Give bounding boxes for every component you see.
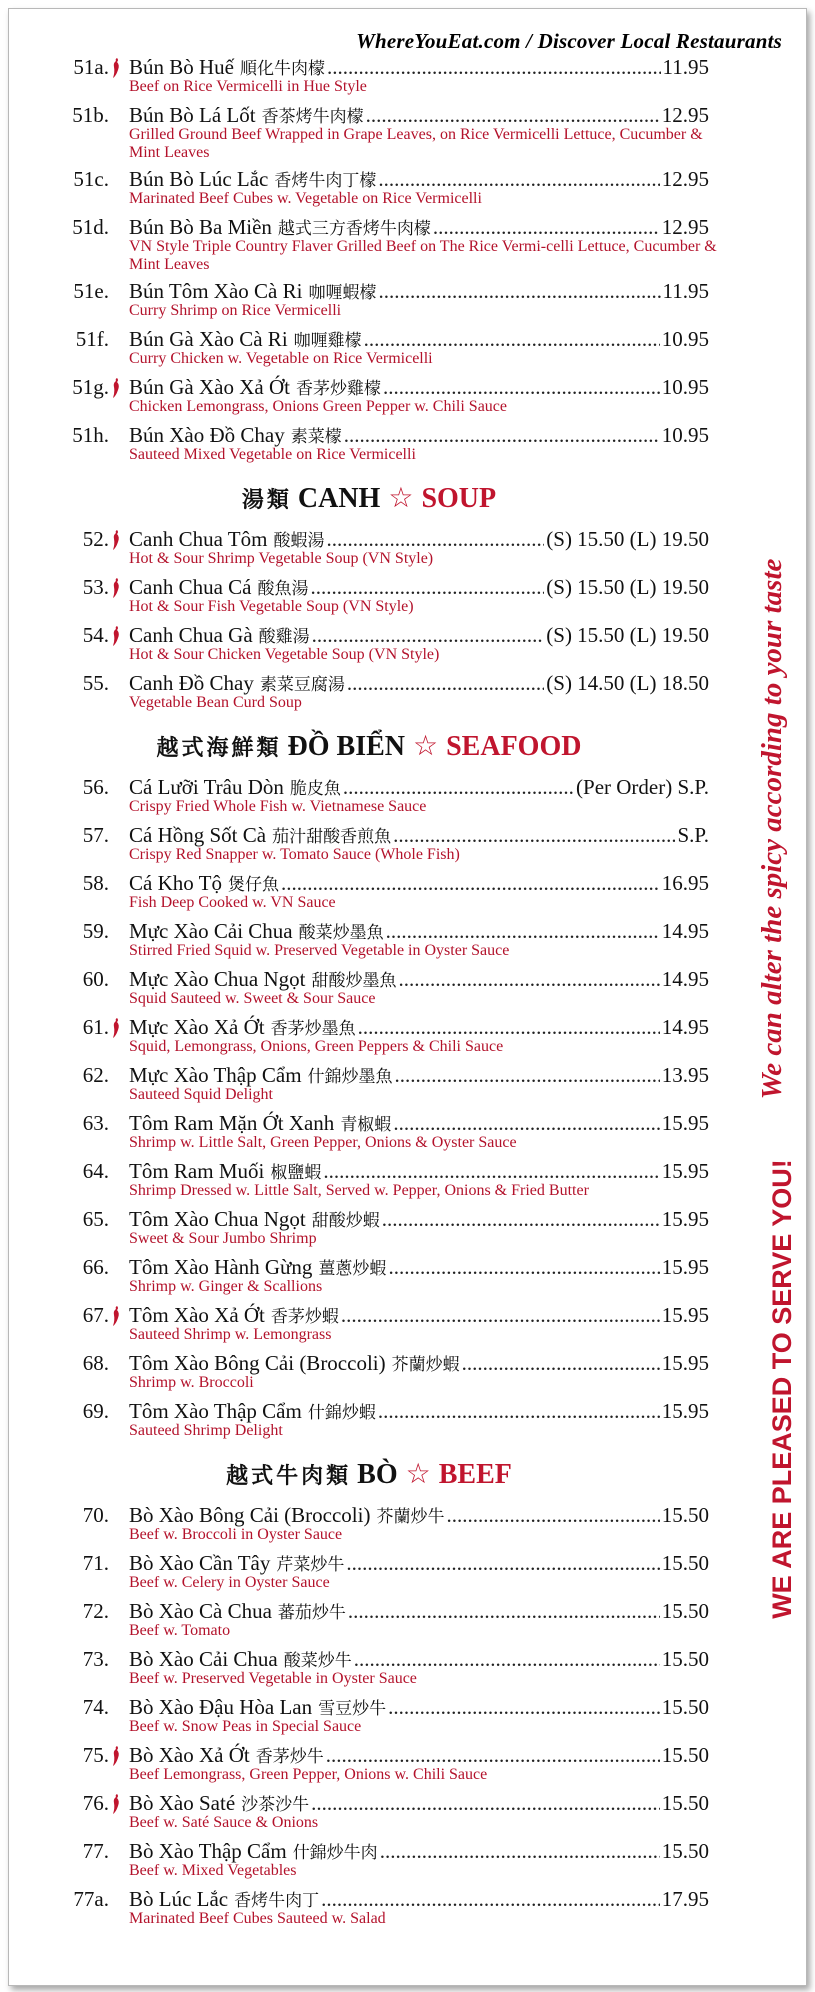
item-number: 58.: [82, 871, 109, 895]
dot-leader: [327, 55, 661, 79]
item-number: 55.: [82, 671, 109, 695]
item-name: Bò Xào Cải Chua: [129, 1647, 278, 1671]
item-chinese-name: 甜酸炒蝦: [311, 1211, 380, 1231]
item-name: Tôm Xào Bông Cải (Broccoli): [129, 1351, 386, 1375]
dot-leader: [378, 1399, 660, 1423]
item-chinese-name: 酸魚湯: [257, 579, 309, 599]
item-chinese-name: 酸菜炒墨魚: [298, 923, 384, 943]
menu-item: [9, 1159, 729, 1207]
item-name: Canh Chua Tôm: [129, 527, 268, 551]
item-chinese-name: 酸蝦湯: [273, 531, 325, 551]
chili-pepper-icon: [111, 1305, 121, 1327]
menu-item: [9, 1887, 729, 1935]
item-description: Hot & Sour Chicken Vegetable Soup (VN Style): [129, 646, 440, 663]
item-description: Hot & Sour Fish Vegetable Soup (VN Style): [129, 598, 414, 615]
menu-item: [9, 1351, 729, 1399]
item-number: 54.: [82, 623, 109, 647]
chili-pepper-icon: [111, 529, 121, 551]
menu-item: [9, 167, 729, 215]
item-chinese-name: 香茅炒蝦: [270, 1307, 339, 1327]
item-description: Marinated Beef Cubes w. Vegetable on Rice Vermicelli: [129, 190, 482, 207]
item-number: 59.: [82, 919, 109, 943]
item-number: 69.: [82, 1399, 109, 1423]
item-chinese-name: 素菜豆腐湯: [259, 675, 345, 695]
chili-pepper-icon: [111, 1745, 121, 1767]
item-chinese-name: 什錦炒墨魚: [307, 1067, 393, 1087]
item-description: Squid Sauteed w. Sweet & Sour Sauce: [129, 990, 376, 1007]
item-name: Canh Đồ Chay: [129, 671, 254, 695]
dot-leader: [348, 1599, 660, 1623]
dot-leader: [358, 1015, 660, 1039]
item-name: Mực Xào Xả Ớt: [129, 1015, 265, 1039]
dot-leader: [341, 1303, 660, 1327]
item-name: Bún Bò Huế: [129, 55, 234, 79]
dot-leader: [321, 1887, 660, 1911]
item-name: Bún Gà Xào Cà Ri: [129, 327, 288, 351]
item-chinese-name: 茄汁甜酸香煎魚: [272, 827, 392, 847]
dot-leader: [354, 1647, 660, 1671]
menu-item: [9, 279, 729, 327]
dot-leader: [446, 1503, 659, 1527]
item-chinese-name: 什錦炒牛肉: [292, 1843, 378, 1863]
item-price: 15.95: [661, 1399, 709, 1423]
menu-item: [9, 1399, 729, 1447]
item-name: Tôm Xào Chua Ngọt: [129, 1207, 306, 1231]
item-description: Squid, Lemongrass, Onions, Green Peppers & Chili Sauce: [129, 1038, 504, 1055]
item-number: 51g.: [72, 375, 109, 399]
dot-leader: [310, 575, 544, 599]
menu-item: [9, 1791, 729, 1839]
item-chinese-name: 香烤牛肉丁: [234, 1891, 320, 1911]
watermark: WhereYouEat.com / Discover Local Restaurants: [356, 29, 782, 53]
item-price: (S) 14.50 (L) 18.50: [546, 671, 709, 695]
menu-item: [9, 1111, 729, 1159]
item-description: Grilled Ground Beef Wrapped in Grape Leaves, on Rice Vermicelli Lettuce, Cucumber & Mint Leaves: [129, 126, 703, 161]
item-chinese-name: 咖喱蝦檬: [308, 283, 377, 303]
dot-leader: [383, 375, 660, 399]
item-chinese-name: 香茅炒牛: [255, 1747, 324, 1767]
item-number: 71.: [82, 1551, 109, 1575]
item-chinese-name: 越式三方香烤牛肉檬: [277, 219, 431, 239]
item-chinese-name: 什錦炒蝦: [307, 1403, 376, 1423]
menu-item: [9, 423, 729, 471]
dot-leader: [462, 1351, 660, 1375]
chili-pepper-icon: [111, 57, 121, 79]
menu-item: [9, 575, 729, 623]
item-description: Shrimp w. Ginger & Scallions: [129, 1278, 323, 1295]
chili-pepper-icon: [111, 1017, 121, 1039]
item-description: Fish Deep Cooked w. VN Sauce: [129, 894, 336, 911]
item-number: 64.: [82, 1159, 109, 1183]
item-price: 15.50: [661, 1503, 709, 1527]
item-chinese-name: 順化牛肉檬: [240, 59, 325, 79]
item-price: (Per Order) S.P.: [576, 775, 709, 799]
item-price: 10.95: [661, 375, 709, 399]
item-price: 15.50: [661, 1695, 709, 1719]
item-chinese-name: 香茅炒雞檬: [295, 379, 381, 399]
section-header: [9, 471, 729, 527]
item-description: Vegetable Bean Curd Soup: [129, 694, 302, 711]
item-price: 15.50: [661, 1551, 709, 1575]
item-chinese-name: 雪豆炒牛: [318, 1699, 387, 1719]
dot-leader: [382, 1207, 660, 1231]
star-icon: ☆: [413, 731, 439, 762]
item-name: Bò Xào Saté: [129, 1791, 236, 1815]
item-description: Sauteed Mixed Vegetable on Rice Vermicelli: [129, 446, 416, 463]
dot-leader: [366, 103, 660, 127]
item-description: Shrimp w. Little Salt, Green Pepper, Onions & Oyster Sauce: [129, 1134, 517, 1151]
item-chinese-name: 咖喱雞檬: [293, 331, 362, 351]
item-number: 56.: [82, 775, 109, 799]
item-description: Beef w. Mixed Vegetables: [129, 1862, 297, 1879]
item-name: Bún Bò Lúc Lắc: [129, 167, 269, 191]
menu-item: [9, 1599, 729, 1647]
item-price: (S) 15.50 (L) 19.50: [546, 527, 709, 551]
menu-item: [9, 1551, 729, 1599]
item-chinese-name: 芥蘭炒牛: [376, 1507, 445, 1527]
section-header-vietnamese: BÒ: [357, 1459, 398, 1490]
menu-item: [9, 375, 729, 423]
chili-pepper-icon: [111, 577, 121, 599]
item-number: 61.: [82, 1015, 109, 1039]
item-name: Bò Xào Cần Tây: [129, 1551, 271, 1575]
item-price: 10.95: [661, 327, 709, 351]
item-price: 12.95: [661, 103, 709, 127]
item-price: 15.95: [661, 1303, 709, 1327]
menu-item: [9, 1063, 729, 1111]
item-chinese-name: 芹菜炒牛: [276, 1555, 345, 1575]
item-price: 13.95: [661, 1063, 709, 1087]
item-description: VN Style Triple Country Flaver Grilled Beef on The Rice Vermi-celli Lettuce, Cucumber & Mint Leaves: [129, 238, 717, 273]
item-chinese-name: 酸雞湯: [258, 627, 310, 647]
item-price: 11.95: [662, 279, 709, 303]
item-price: 12.95: [661, 215, 709, 239]
dot-leader: [311, 1791, 660, 1815]
item-name: Mực Xào Thập Cẩm: [129, 1063, 302, 1087]
section-header-vietnamese: CANH: [297, 483, 381, 514]
item-price: (S) 15.50 (L) 19.50: [546, 575, 709, 599]
item-price: 12.95: [661, 167, 709, 191]
item-price: 15.95: [661, 1207, 709, 1231]
item-description: Beef w. Tomato: [129, 1622, 231, 1639]
item-number: 51a.: [73, 55, 109, 79]
section-header: [9, 719, 729, 775]
item-chinese-name: 脆皮魚: [289, 779, 341, 799]
menu-page: [8, 8, 807, 1986]
menu-item: [9, 215, 729, 279]
item-name: Tôm Ram Mặn Ớt Xanh: [129, 1111, 335, 1135]
section-header-chinese: 越式牛肉類: [226, 1464, 352, 1489]
item-chinese-name: 椒鹽蝦: [270, 1163, 322, 1183]
item-price: 15.50: [661, 1791, 709, 1815]
item-name: Cá Lưỡi Trâu Dòn: [129, 775, 284, 799]
menu-item: [9, 919, 729, 967]
item-description: Shrimp w. Broccoli: [129, 1374, 254, 1391]
item-description: Shrimp Dressed w. Little Salt, Served w. Pepper, Onions & Fried Butter: [129, 1182, 589, 1199]
section-header-chinese: 越式海鮮類: [156, 736, 282, 761]
item-name: Mực Xào Chua Ngọt: [129, 967, 306, 991]
item-number: 67.: [82, 1303, 109, 1327]
item-price: 10.95: [661, 423, 709, 447]
item-name: Tôm Ram Muối: [129, 1159, 265, 1183]
item-chinese-name: 蕃茄炒牛: [277, 1603, 346, 1623]
item-description: Stirred Fried Squid w. Preserved Vegetable in Oyster Sauce: [129, 942, 510, 959]
item-chinese-name: 煲仔魚: [227, 875, 279, 895]
dot-leader: [326, 527, 544, 551]
item-number: 51d.: [72, 215, 109, 239]
item-chinese-name: 酸菜炒牛: [283, 1651, 352, 1671]
side-text-upper: WE ARE PLEASED TO SERVE YOU!: [767, 1159, 797, 1619]
item-number: 63.: [82, 1111, 109, 1135]
item-price: 14.95: [661, 919, 709, 943]
item-price: 15.50: [661, 1839, 709, 1863]
item-description: Hot & Sour Shrimp Vegetable Soup (VN Style): [129, 550, 434, 567]
menu-item: [9, 775, 729, 823]
item-price: 15.95: [661, 1255, 709, 1279]
dot-leader: [378, 279, 660, 303]
item-number: 51h.: [72, 423, 109, 447]
item-name: Bò Xào Cà Chua: [129, 1599, 272, 1623]
dot-leader: [326, 1743, 660, 1767]
menu-list: [9, 55, 729, 1935]
dot-leader: [398, 967, 659, 991]
item-chinese-name: 沙茶沙牛: [241, 1795, 310, 1815]
item-number: 75.: [82, 1743, 109, 1767]
item-number: 65.: [82, 1207, 109, 1231]
dot-leader: [281, 871, 660, 895]
chili-pepper-icon: [111, 1793, 121, 1815]
menu-item: [9, 1207, 729, 1255]
item-name: Tôm Xào Hành Gừng: [129, 1255, 313, 1279]
item-number: 72.: [82, 1599, 109, 1623]
dot-leader: [344, 423, 660, 447]
chili-pepper-icon: [111, 625, 121, 647]
item-price: 15.95: [661, 1159, 709, 1183]
item-chinese-name: 青椒蝦: [340, 1115, 392, 1135]
item-price: 15.50: [661, 1743, 709, 1767]
item-price: 14.95: [661, 967, 709, 991]
section-header-english: SEAFOOD: [446, 731, 582, 762]
item-price: 15.50: [661, 1599, 709, 1623]
chili-pepper-icon: [111, 377, 121, 399]
item-name: Bò Xào Bông Cải (Broccoli): [129, 1503, 371, 1527]
item-description: Beef w. Celery in Oyster Sauce: [129, 1574, 330, 1591]
dot-leader: [378, 167, 659, 191]
menu-item: [9, 527, 729, 575]
section-header: [9, 1447, 729, 1503]
item-chinese-name: 薑蔥炒蝦: [318, 1259, 387, 1279]
item-description: Curry Shrimp on Rice Vermicelli: [129, 302, 342, 319]
dot-leader: [395, 1063, 660, 1087]
item-name: Bún Gà Xào Xả Ớt: [129, 375, 290, 399]
side-banner: [753, 309, 807, 1689]
menu-item: [9, 1503, 729, 1551]
item-price: S.P.: [677, 823, 709, 847]
item-number: 73.: [82, 1647, 109, 1671]
item-description: Beef w. Broccoli in Oyster Sauce: [129, 1526, 343, 1543]
item-description: Sauteed Shrimp w. Lemongrass: [129, 1326, 332, 1343]
item-price: 17.95: [661, 1887, 709, 1911]
dot-leader: [393, 823, 675, 847]
item-name: Bún Bò Lá Lốt: [129, 103, 256, 127]
item-description: Beef w. Preserved Vegetable in Oyster Sauce: [129, 1670, 417, 1687]
item-name: Canh Chua Gà: [129, 623, 253, 647]
star-icon: ☆: [405, 1459, 431, 1490]
item-name: Bò Lúc Lắc: [129, 1887, 229, 1911]
menu-item: [9, 1743, 729, 1791]
item-price: 11.95: [662, 55, 709, 79]
item-chinese-name: 芥蘭炒蝦: [391, 1355, 460, 1375]
section-header-chinese: 湯類: [241, 488, 292, 513]
dot-leader: [323, 1159, 659, 1183]
item-number: 51c.: [73, 167, 109, 191]
section-header-vietnamese: ĐỒ BIỂN: [287, 731, 405, 762]
menu-item: [9, 1839, 729, 1887]
item-number: 53.: [82, 575, 109, 599]
item-description: Sauteed Squid Delight: [129, 1086, 273, 1103]
item-name: Bún Bò Ba Miền: [129, 215, 272, 239]
item-number: 57.: [82, 823, 109, 847]
item-name: Mực Xào Cải Chua: [129, 919, 293, 943]
item-number: 77a.: [73, 1887, 109, 1911]
item-description: Beef w. Saté Sauce & Onions: [129, 1814, 319, 1831]
item-number: 62.: [82, 1063, 109, 1087]
item-number: 60.: [82, 967, 109, 991]
item-chinese-name: 素菜檬: [290, 427, 342, 447]
item-chinese-name: 香茅炒墨魚: [270, 1019, 356, 1039]
dot-leader: [312, 623, 545, 647]
item-price: 15.50: [661, 1647, 709, 1671]
side-text-lower: We can alter the spicy according to your taste: [756, 558, 788, 1100]
item-price: (S) 15.50 (L) 19.50: [546, 623, 709, 647]
menu-item: [9, 871, 729, 919]
item-description: Marinated Beef Cubes Sauteed w. Salad: [129, 1910, 386, 1927]
item-number: 76.: [82, 1791, 109, 1815]
item-description: Curry Chicken w. Vegetable on Rice Vermicelli: [129, 350, 433, 367]
item-description: Beef on Rice Vermicelli in Hue Style: [129, 78, 367, 95]
item-description: Chicken Lemongrass, Onions Green Pepper w. Chili Sauce: [129, 398, 507, 415]
menu-item: [9, 55, 729, 103]
item-number: 70.: [82, 1503, 109, 1527]
item-price: 16.95: [661, 871, 709, 895]
item-name: Bò Xào Xả Ớt: [129, 1743, 250, 1767]
item-description: Sauteed Shrimp Delight: [129, 1422, 283, 1439]
item-name: Bò Xào Thập Cẩm: [129, 1839, 287, 1863]
dot-leader: [343, 775, 574, 799]
item-name: Tôm Xào Thập Cẩm: [129, 1399, 302, 1423]
item-number: 68.: [82, 1351, 109, 1375]
dot-leader: [393, 1111, 659, 1135]
item-number: 66.: [82, 1255, 109, 1279]
section-header-english: BEEF: [438, 1459, 512, 1490]
menu-item: [9, 967, 729, 1015]
menu-item: [9, 1647, 729, 1695]
item-name: Cá Hồng Sốt Cà: [129, 823, 267, 847]
item-description: Crispy Fried Whole Fish w. Vietnamese Sauce: [129, 798, 427, 815]
dot-leader: [346, 1551, 659, 1575]
menu-item: [9, 623, 729, 671]
section-header-english: SOUP: [421, 483, 497, 514]
item-price: 15.95: [661, 1351, 709, 1375]
menu-item: [9, 1015, 729, 1063]
item-name: Canh Chua Cá: [129, 575, 252, 599]
item-description: Crispy Red Snapper w. Tomato Sauce (Whole Fish): [129, 846, 460, 863]
item-chinese-name: 甜酸炒墨魚: [311, 971, 397, 991]
menu-item: [9, 1255, 729, 1303]
star-icon: ☆: [388, 483, 414, 514]
item-number: 74.: [82, 1695, 109, 1719]
item-description: Beef Lemongrass, Green Pepper, Onions w. Chili Sauce: [129, 1766, 488, 1783]
item-number: 51e.: [73, 279, 109, 303]
menu-item: [9, 103, 729, 167]
item-number: 51b.: [72, 103, 109, 127]
menu-item: [9, 671, 729, 719]
menu-item: [9, 823, 729, 871]
item-description: Beef w. Snow Peas in Special Sauce: [129, 1718, 362, 1735]
menu-item: [9, 1303, 729, 1351]
item-name: Bún Tôm Xào Cà Ri: [129, 279, 303, 303]
dot-leader: [388, 1255, 659, 1279]
item-name: Cá Kho Tộ: [129, 871, 222, 895]
item-name: Bò Xào Đậu Hòa Lan: [129, 1695, 313, 1719]
item-chinese-name: 香茶烤牛肉檬: [261, 107, 364, 127]
dot-leader: [380, 1839, 660, 1863]
item-name: Tôm Xào Xả Ớt: [129, 1303, 265, 1327]
menu-item: [9, 327, 729, 375]
dot-leader: [433, 215, 660, 239]
item-number: 51f.: [75, 327, 109, 351]
item-description: Sweet & Sour Jumbo Shrimp: [129, 1230, 317, 1247]
dot-leader: [388, 1695, 660, 1719]
dot-leader: [364, 327, 660, 351]
dot-leader: [347, 671, 544, 695]
item-price: 14.95: [661, 1015, 709, 1039]
item-number: 77.: [82, 1839, 109, 1863]
menu-item: [9, 1695, 729, 1743]
item-number: 52.: [82, 527, 109, 551]
item-chinese-name: 香烤牛肉丁檬: [274, 171, 377, 191]
item-name: Bún Xào Đồ Chay: [129, 423, 285, 447]
item-price: 15.95: [661, 1111, 709, 1135]
dot-leader: [386, 919, 660, 943]
